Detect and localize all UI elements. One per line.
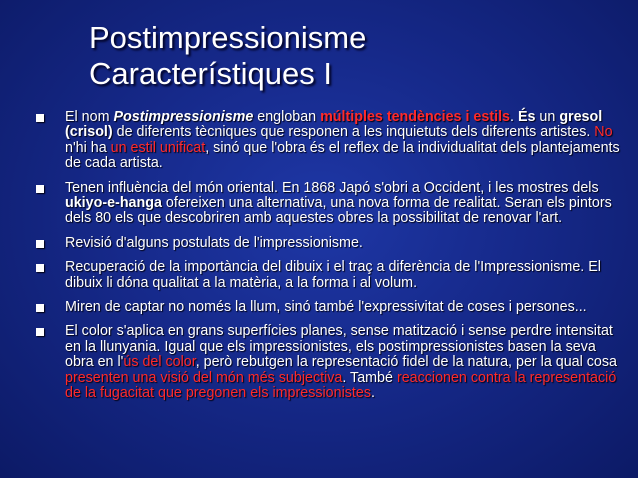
- square-bullet-icon: [36, 240, 44, 248]
- bullet-text-run: , però rebutgen la representació fidel de la natura, per la qual cosa: [195, 354, 617, 371]
- bullet-text-run: El color s'aplica en grans superfícies planes, sense matització i sense perdre intensitat en la llunyania. Igual que els impressionistes, els postimpressionistes basen la seva obra en l': [65, 323, 613, 371]
- bullet-text-run: Postimpressionisme: [113, 109, 254, 125]
- square-bullet-icon: [36, 264, 44, 272]
- bullet-text-run: gresol (crisol): [65, 109, 603, 141]
- square-bullet-icon: [36, 328, 44, 336]
- bullet-text-run: reaccionen contra la representació de la fugacitat que pregonen els impressionistes: [65, 369, 617, 402]
- bullet-text-run: presenten una visió del món més subjectiva: [65, 369, 343, 386]
- bullet-text-run: El nom: [65, 109, 114, 125]
- bullet-text-run: .: [510, 109, 518, 125]
- square-bullet-icon: [36, 185, 44, 193]
- bullet-item: [36, 110, 628, 172]
- bullet-text-run: un: [535, 109, 560, 125]
- slide-title: [89, 20, 609, 92]
- bullet-text-run: engloban: [253, 109, 321, 125]
- bullet-text-run: , sinó que l'obra és el reflex de la individualitat dels plantejaments de cada artista.: [65, 139, 620, 172]
- bullet-text-run: Tenen influència del món oriental. En 1868 Japó s'obri a Occident, i les mostres dels: [65, 179, 599, 196]
- bullet-text-run: ús del color: [123, 354, 196, 371]
- bullet-text-run: Recuperació de la importància del dibuix i el traç a diferència de l'Impressionisme. El dibuix li dóna qualitat a la matèria, a la forma i al volum.: [65, 259, 601, 291]
- bullet-text-run: No: [594, 124, 613, 141]
- bullet-text-run: múltiples tendències i estils: [320, 109, 510, 125]
- bullet-list: [36, 110, 628, 411]
- bullet-item: [36, 300, 628, 315]
- bullet-text-run: Revisió d'alguns postulats de l'impressionisme.: [65, 234, 363, 251]
- bullet-text-run: Miren de captar no només la llum, sinó també l'expressivitat de coses i persones...: [65, 299, 587, 316]
- bullet-text-run: de diferents tècniques que responen a les inquietuts dels diferents artistes.: [112, 124, 595, 141]
- bullet-item: [36, 236, 628, 251]
- bullet-text-run: . També: [342, 369, 397, 386]
- bullet-item: [36, 260, 628, 291]
- bullet-text-run: n'hi ha: [65, 139, 111, 156]
- square-bullet-icon: [36, 304, 44, 312]
- slide-title-line2: Característiques I: [89, 56, 332, 91]
- bullet-text-run: ofereixen una alternativa, una nova forma de realitat. Seran els pintors dels 80 els que descobriren amb aquestes obres la possibilitat de renovar l'art.: [65, 195, 612, 227]
- bullet-text-run: un estil unificat: [110, 139, 206, 156]
- bullet-text-run: .: [370, 385, 375, 402]
- bullet-item: [36, 324, 628, 401]
- bullet-item: [36, 181, 628, 227]
- bullet-text-run: És: [517, 109, 536, 125]
- slide-title-line1: Postimpressionisme: [89, 20, 367, 55]
- square-bullet-icon: [36, 114, 44, 122]
- bullet-text-run: ukiyo-e-hanga: [65, 195, 162, 212]
